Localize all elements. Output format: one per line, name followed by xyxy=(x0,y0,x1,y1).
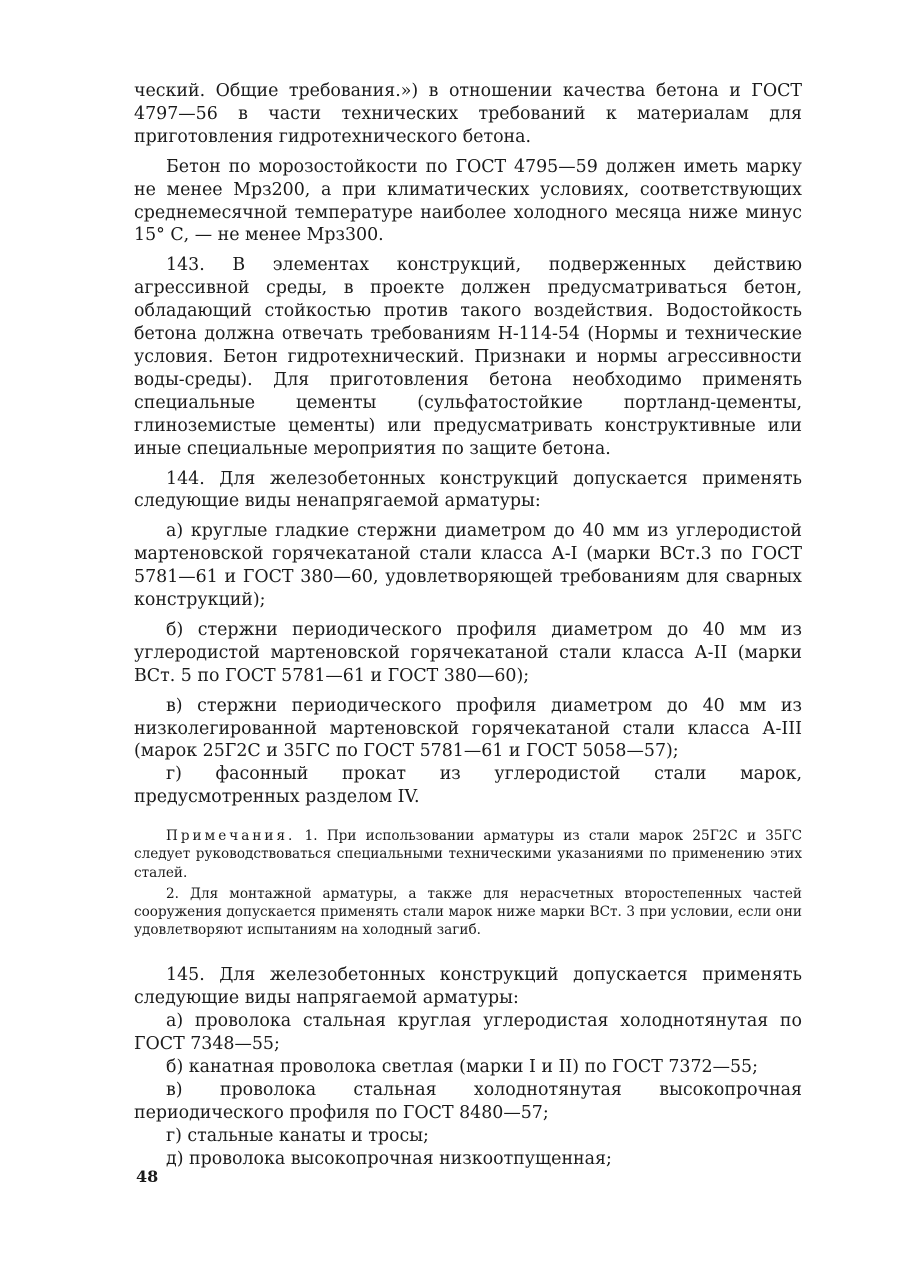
list-item-144-v: в) стержни периодического профиля диаметром до 40 мм из низколегированной мартеновской горячекатаной стали класса А-III (марок 25Г2С и 35ГС по ГОСТ 5781—61 и ГОСТ 5058—57); xyxy=(134,695,802,762)
paragraph-144: 144. Для железобетонных конструкций допускается применять следующие виды ненапрягаемой арматуры: xyxy=(134,468,802,512)
notes-block xyxy=(134,827,802,939)
notes-heading: Примечания. xyxy=(166,828,296,845)
list-item-145-d: д) проволока высокопрочная низкоотпущенная; xyxy=(166,1148,612,1169)
list-item-145-a: а) проволока стальная круглая углеродистая холоднотянутая по ГОСТ 7348—55; xyxy=(134,1011,802,1055)
list-item-145-b: б) канатная проволока светлая (марки I и II) по ГОСТ 7372—55; xyxy=(166,1057,758,1078)
list-item-144-b: б) стержни периодического профиля диаметром до 40 мм из углеродистой мартеновской горячекатаной стали класса А-II (марки ВСт. 5 по ГОСТ 5781—61 и ГОСТ 380—60); xyxy=(134,619,802,686)
note-1 xyxy=(134,827,802,882)
paragraph-145: 145. Для железобетонных конструкций допускается применять следующие виды напрягаемой арматуры: xyxy=(134,965,802,1009)
list-item-144-g: г) фасонный прокат из углеродистой стали марок, предусмотренных разделом IV. xyxy=(134,764,802,808)
page-body xyxy=(134,80,802,1171)
list-item-145-g: г) стальные канаты и тросы; xyxy=(166,1125,429,1146)
paragraph-continued: ческий. Общие требования.») в отношении качества бетона и ГОСТ 4797—56 в части технических требований к материалам для приготовления гидротехнического бетона. xyxy=(134,81,802,147)
paragraph-frost-resistance: Бетон по морозостойкости по ГОСТ 4795—59 должен иметь марку не менее Мрз200, а при климатических условиях, соответствующих среднемесячной температуре наиболее холодного месяца ниже минус 15° С, — не менее Мрз300. xyxy=(134,156,802,246)
note-2: 2. Для монтажной арматуры, а также для нерасчетных второстепенных частей сооружения допускается применять стали марок ниже марки ВСт. 3 при условии, если они удовлетворяют испытаниям на холодный загиб. xyxy=(134,885,802,939)
list-item-145-v: в) проволока стальная холоднотянутая высокопрочная периодического профиля по ГОСТ 8480—57; xyxy=(134,1079,802,1123)
list-item-144-a: а) круглые гладкие стержни диаметром до 40 мм из углеродистой мартеновской горячекатаной стали класса А-I (марки ВСт.3 по ГОСТ 5781—61 и ГОСТ 380—60, удовлетворяющей требованиям для сварных конструкций); xyxy=(134,521,802,611)
page-number: 48 xyxy=(136,1167,159,1186)
paragraph-143: 143. В элементах конструкций, подверженных действию агрессивной среды, в проекте должен предусматриваться бетон, обладающий стойкостью против такого воздействия. Водостойкость бетона должна отвечать требованиям Н-114-54 (Нормы и технические условия. Бетон гидротехнический. Признаки и нормы агрессивности воды-среды). Для приготовления бетона необходимо применять специальные цементы (сульфатостойкие портланд-цементы, глиноземистые цементы) или предусматривать конструктивные или иные специальные мероприятия по защите бетона. xyxy=(134,255,802,459)
note-1-text: 1. При использовании арматуры из стали марок 25Г2С и 35ГС следует руководствоваться специальными техническими указаниями по применению этих сталей. xyxy=(134,828,802,881)
